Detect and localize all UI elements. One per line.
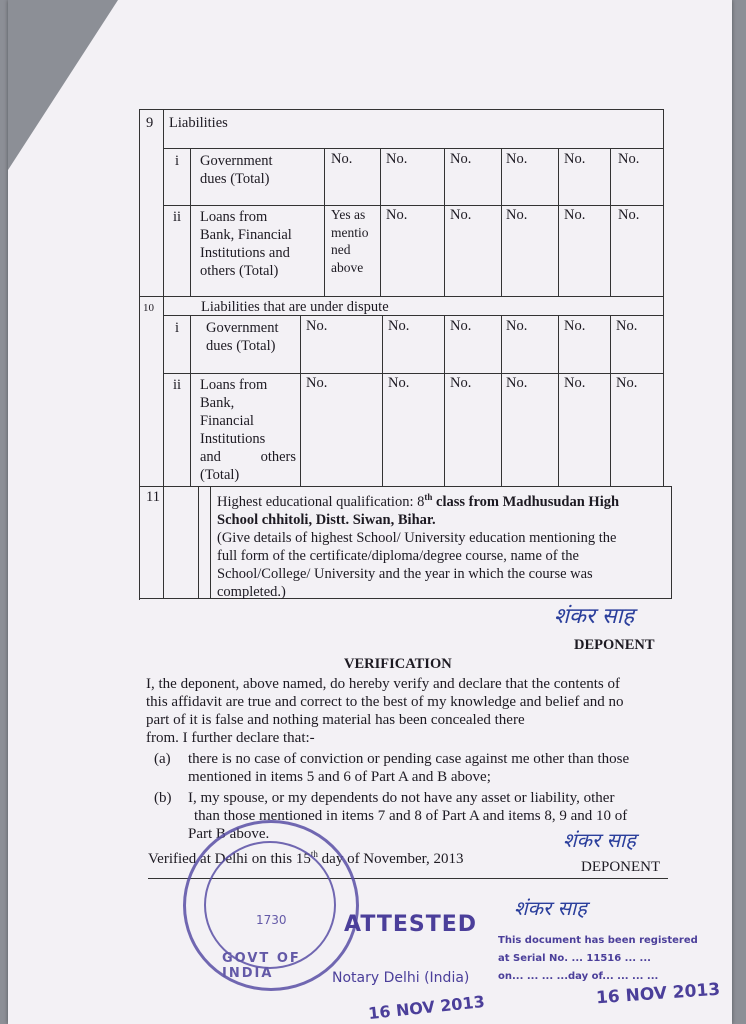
clause-b-label: (b): [154, 790, 172, 806]
table-cell: No.: [506, 207, 528, 223]
folded-corner: [8, 0, 118, 170]
item-label: Loans from Bank, Financial Institutions and others (Total): [200, 209, 292, 279]
row-heading: Liabilities: [169, 115, 228, 131]
table-cell: No.: [450, 207, 472, 223]
table-cell: No.: [306, 318, 328, 334]
table-cell: No.: [450, 375, 472, 391]
deponent-signature: शंकर साह: [554, 604, 635, 629]
notary-seal: 1730 GOVT OF INDIA: [183, 820, 359, 991]
item-label: Government dues (Total): [200, 153, 273, 187]
deponent-label: DEPONENT: [574, 637, 655, 653]
item-label: Loans from Bank, Financial Institutions and others (Total): [200, 377, 296, 483]
verified-line: Verified at Delhi on this 15th day of November, 2013: [148, 849, 464, 867]
affidavit-page: [8, 0, 732, 1024]
clause-b: I, my spouse, or my dependents do not have any asset or liability, other than those mentioned in items 7 and 8 of Part A and items 8, 9 and 10 of Part B above.: [188, 790, 628, 842]
table-cell: No.: [564, 207, 586, 223]
date-stamp: 16 NOV 2013: [595, 979, 721, 1009]
sub-number: ii: [173, 377, 182, 393]
table-cell: No.: [331, 151, 353, 167]
table-cell: No.: [506, 375, 528, 391]
sub-number: ii: [173, 209, 182, 225]
row-number: 10: [143, 302, 154, 314]
sub-number: i: [175, 320, 180, 336]
verification-title: VERIFICATION: [344, 656, 452, 672]
row-heading: Liabilities that are under dispute: [201, 299, 389, 315]
notary-text: Notary Delhi (India): [332, 970, 470, 986]
table-cell: Yes as mentio ned above: [331, 207, 369, 275]
table-cell: No.: [616, 375, 638, 391]
table-cell: No.: [618, 207, 640, 223]
row-number: 9: [146, 115, 154, 131]
table-cell: No.: [564, 318, 586, 334]
clause-a: there is no case of conviction or pending case against me other than those mentioned in items 5 and 6 of Part A and B above;: [188, 751, 630, 785]
qualification-text: Highest educational qualification: 8th class from Madhusudan High School chhitoli, Distt. Siwan, Bihar. (Give details of highest School/ University education mentioning the full form of the certificate/diploma/degree course, name of the School/College/ University and the year in which the course was completed.): [217, 492, 620, 600]
table-cell: No.: [450, 151, 472, 167]
row-number: 11: [146, 489, 160, 505]
date-stamp: 16 NOV 2013: [367, 991, 486, 1024]
sub-number: i: [175, 153, 180, 169]
table-cell: No.: [506, 318, 528, 334]
deponent-signature: शंकर साह: [563, 828, 636, 852]
verification-body: I, the deponent, above named, do hereby verify and declare that the contents of this affidavit are true and correct to the best of my knowledge and belief and no part of it is false and nothing material has been concealed there from. I further declare that:-: [146, 676, 624, 746]
item-label: Government dues (Total): [206, 320, 279, 354]
table-cell: No.: [616, 318, 638, 334]
deponent-label: DEPONENT: [581, 859, 661, 875]
table-cell: No.: [388, 318, 410, 334]
table-cell: No.: [388, 375, 410, 391]
signature: शंकर साह: [514, 896, 587, 920]
table-cell: No.: [618, 151, 640, 167]
table-cell: No.: [386, 151, 408, 167]
table-cell: No.: [506, 151, 528, 167]
table-cell: No.: [306, 375, 328, 391]
table-cell: No.: [564, 151, 586, 167]
table-cell: No.: [450, 318, 472, 334]
table-cell: No.: [386, 207, 408, 223]
table-cell: No.: [564, 375, 586, 391]
attested-stamp: ATTESTED: [344, 912, 478, 937]
registration-stamp: This document has been registered at Serial No. ... 11516 ... ... on... ... ... ...day of... ... ... ...: [498, 935, 698, 982]
clause-a-label: (a): [154, 751, 171, 767]
